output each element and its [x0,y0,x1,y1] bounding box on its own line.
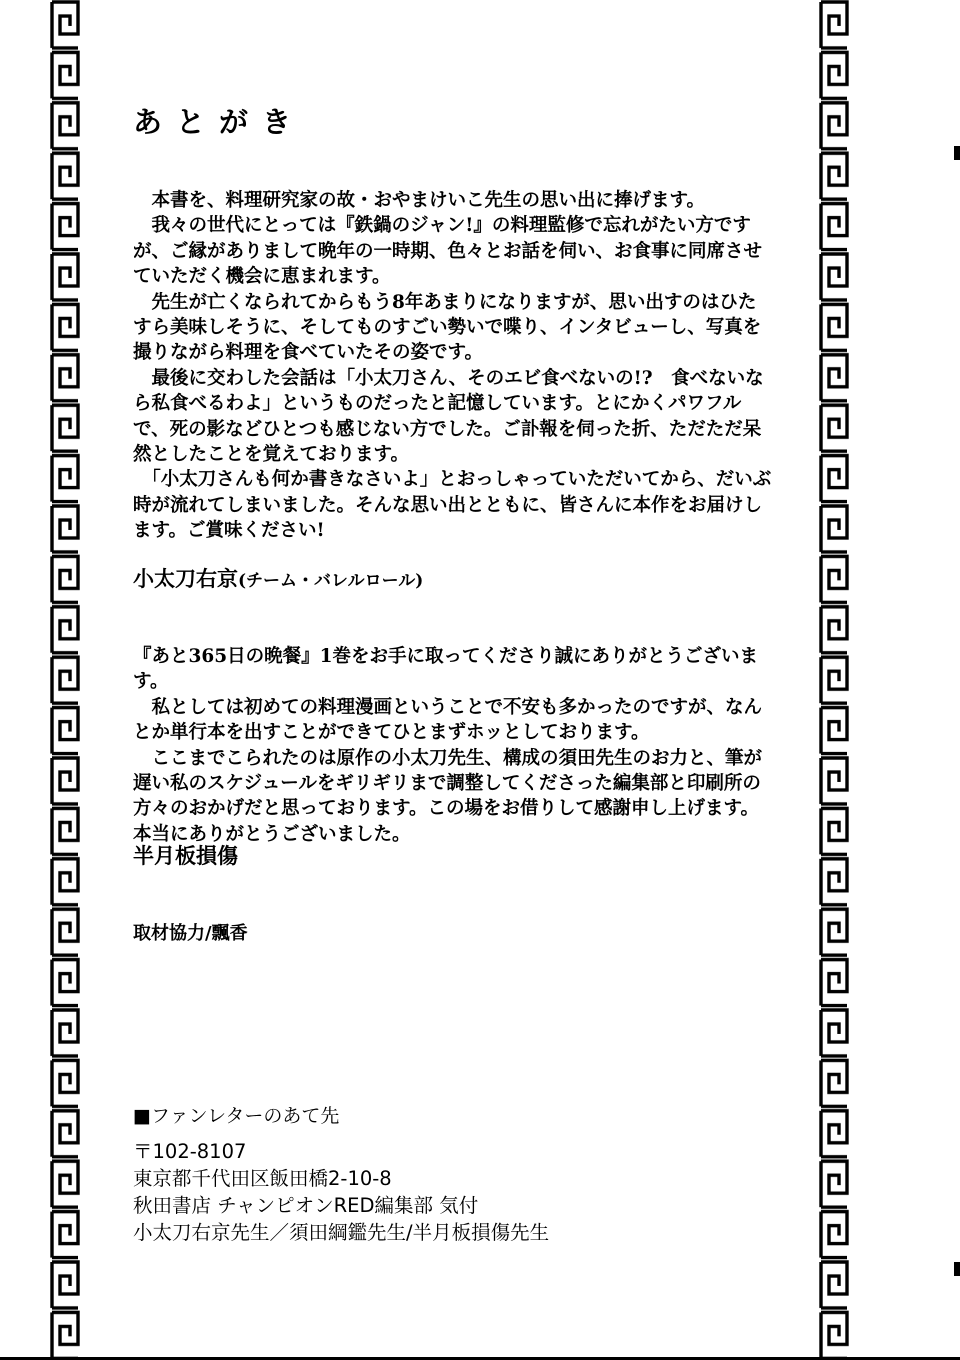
page-edge-mark-top [954,146,960,160]
author-signature-2: 半月板損傷 [133,843,238,868]
street-address: 東京都千代田区飯田橋2-10-8 [133,1167,392,1190]
author-1-team: (チーム・バレルロール) [238,571,424,591]
publisher-department: 秋田書店 チャンピオンRED編集部 気付 [133,1194,479,1217]
afterword-title: あとがき [133,105,306,139]
greek-key-border-left [48,0,82,1360]
fan-letter-heading: ■ファンレターのあて先 [133,1105,340,1127]
author-signature-1 [133,563,423,593]
afterword-paragraph-2: 『あと365日の晩餐』1巻をお手に取ってくださり誠にありがとうございます。 私としては初めての料理漫画ということで不安も多かったのですが、なんとか単行本を出すことができてひとまずホッとしております。 ここまでこられたのは原作の小太刀先生、構成の須田先生のお力と、筆が遅い私のスケジュールをギリギリまで調整してくださった編集部と印刷所の方々のおかげだと思っております。この場をお借りして感謝申し上げます。本当にありがとうございました。 [133,646,763,845]
author-1-name: 小太刀右京 [133,566,238,591]
postal-code: 〒102-8107 [133,1140,247,1163]
recipient-names: 小太刀右京先生／須田綱鑑先生/半月板損傷先生 [133,1221,550,1244]
research-cooperation-credit: 取材協力/飄香 [133,923,248,944]
page-edge-mark-bottom [954,1262,960,1276]
fan-letter-address-block [133,1102,549,1246]
greek-key-border-right [817,0,851,1360]
afterword-paragraph-1: 本書を、料理研究家の故・おやまけいこ先生の思い出に捧げます。 我々の世代にとっては『鉄鍋のジャン!』の料理監修で忘れがたい方ですが、ご縁がありまして晩年の一時期、色々とお話を伺い、お食事に同席させていただく機会に恵まれます。 先生が亡くなられてからもう8年あまりになりますが、思い出すのはひたすら美味しそうに、そしてものすごい勢いで喋り、インタビューし、写真を撮りながら料理を食べていたその姿です。 最後に交わした会話は「小太刀さん、そのエビ食べないの!? 食べないなら私食べるわよ」というものだったと記憶しています。とにかくパワフルで、死の影などひとつも感じない方でした。ご訃報を伺った折、ただただ呆然としたことを覚えております。 「小太刀さんも何か書きなさいよ」とおっしゃっていただいてから、だいぶ時が流れてしまいました。そんな思い出とともに、皆さんに本作をお届けします。ご賞味ください! [133,190,772,542]
